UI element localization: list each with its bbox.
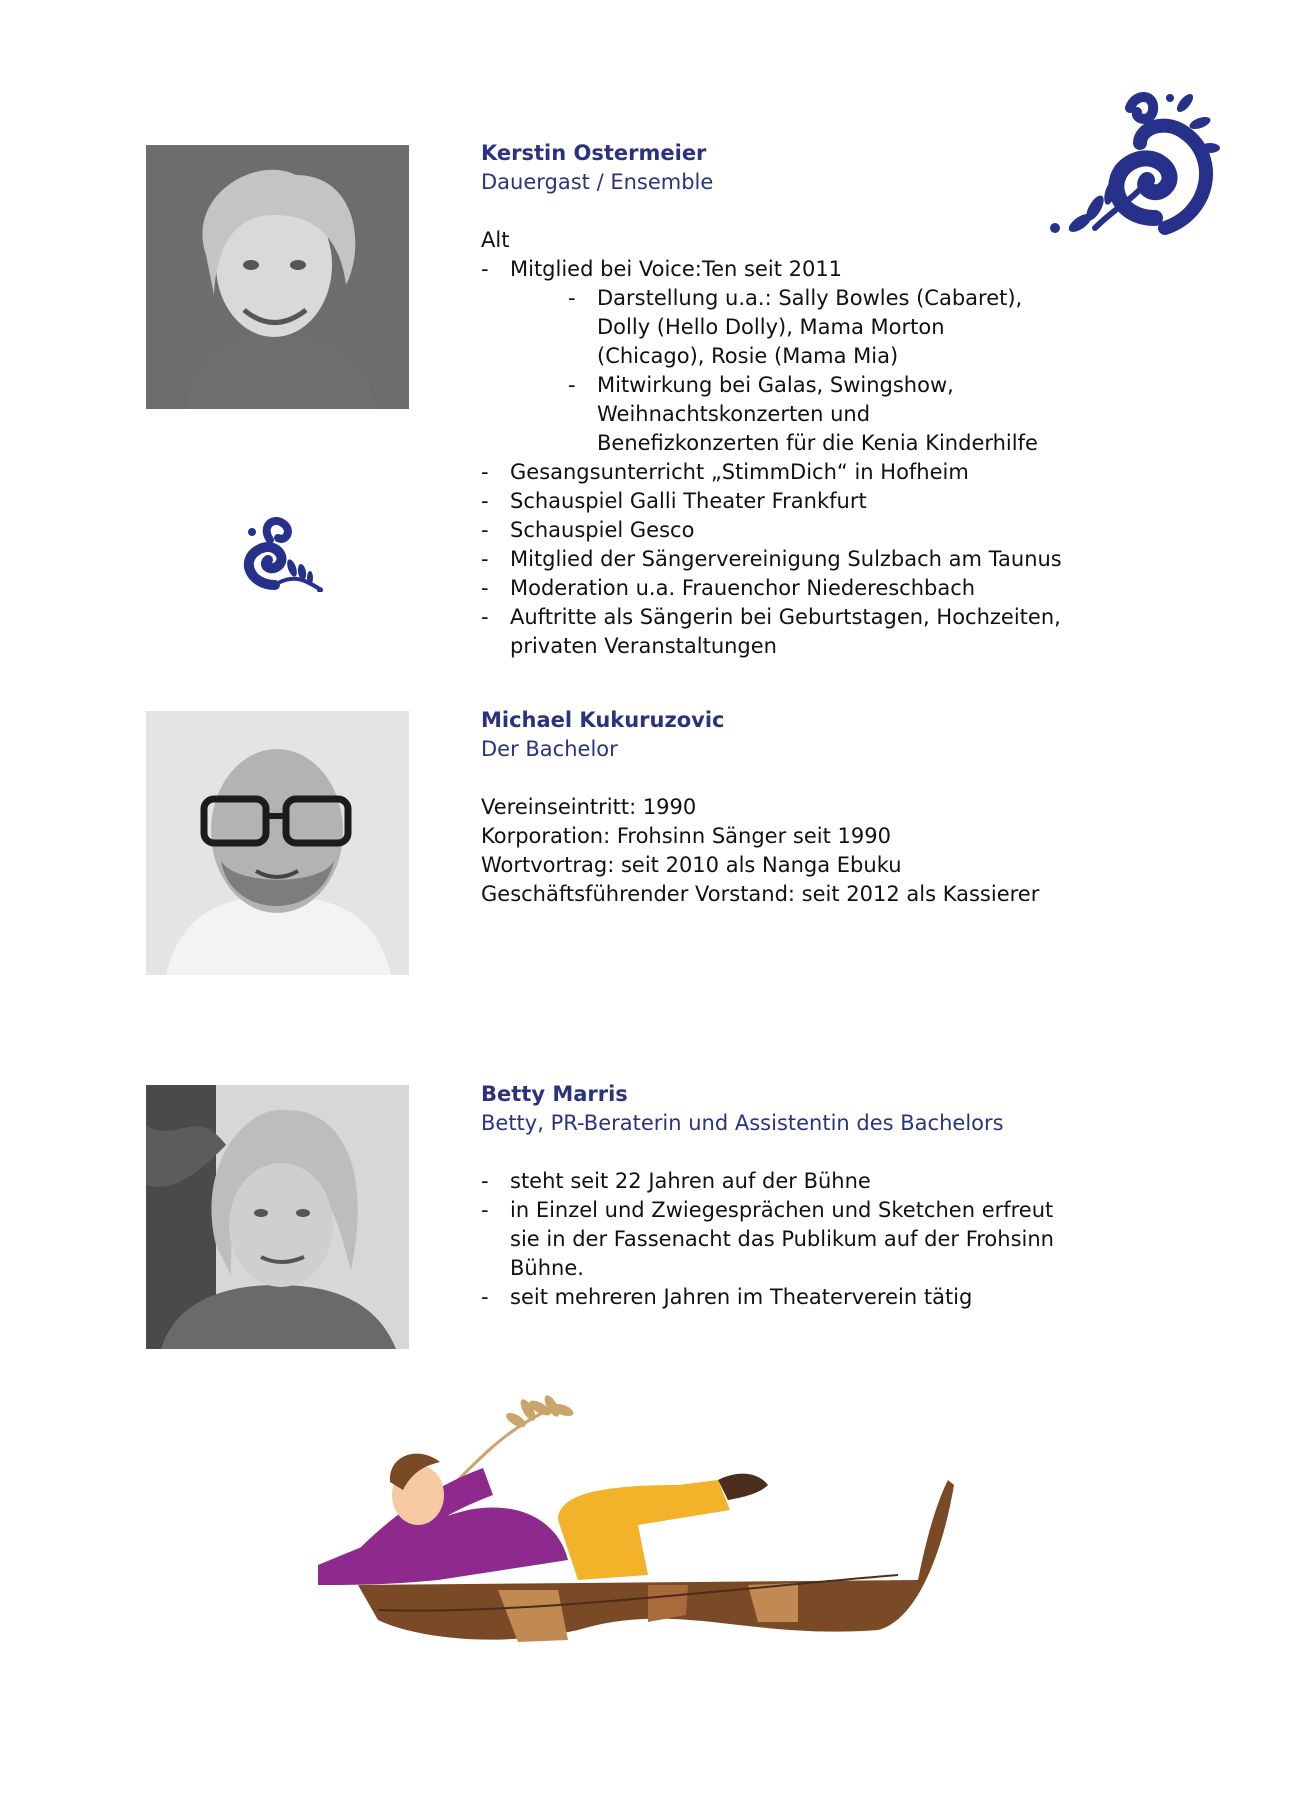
list-item: - Mitglied der Sängervereinigung Sulzbach am Taunus <box>481 545 1071 574</box>
voice-type: Alt <box>481 228 510 252</box>
bio-list <box>481 1167 1081 1312</box>
man-in-boat-illustration <box>318 1390 954 1655</box>
member-name: Michael Kukuruzovic <box>481 708 725 732</box>
list-item: - Mitwirkung bei Galas, Swingshow, Weihnachtskonzerten und Benefizkonzerten für die Kenia Kinderhilfe <box>568 371 1048 458</box>
list-item: - Darstellung u.a.: Sally Bowles (Cabaret), Dolly (Hello Dolly), Mama Morton (Chicago), Rosie (Mama Mia) <box>568 284 1048 371</box>
member-block-michael <box>481 706 1101 909</box>
portrait-michael-kukuruzovic <box>146 711 409 975</box>
portrait-kerstin-ostermeier <box>146 145 409 409</box>
portrait-betty-marris <box>146 1085 409 1349</box>
bio-line: Korporation: Frohsinn Sänger seit 1990 <box>481 824 891 848</box>
list-item: - Schauspiel Gesco <box>481 516 1071 545</box>
member-name: Kerstin Ostermeier <box>481 141 707 165</box>
bio-line: Vereinseintritt: 1990 <box>481 795 697 819</box>
list-item: - Auftritte als Sängerin bei Geburtstagen, Hochzeiten, privaten Veranstaltungen <box>481 603 1071 661</box>
bio-list <box>481 458 1071 661</box>
member-role: Der Bachelor <box>481 737 618 761</box>
list-item: - in Einzel und Zwiegesprächen und Sketchen erfreut sie in der Fassenacht das Publikum auf der Frohsinn Bühne. <box>481 1196 1081 1283</box>
list-item: - Schauspiel Galli Theater Frankfurt <box>481 487 1071 516</box>
ornament-swirl-small-icon <box>230 510 325 592</box>
list-item: - Mitglied bei Voice:Ten seit 2011 <box>481 255 1101 284</box>
member-block-kerstin <box>481 139 1101 661</box>
list-item: - steht seit 22 Jahren auf der Bühne <box>481 1167 1081 1196</box>
list-item: - seit mehreren Jahren im Theaterverein tätig <box>481 1283 1081 1312</box>
member-name: Betty Marris <box>481 1082 628 1106</box>
member-role: Betty, PR-Beraterin und Assistentin des Bachelors <box>481 1111 1004 1135</box>
list-item: - Moderation u.a. Frauenchor Niedereschbach <box>481 574 1071 603</box>
bio-line: Geschäftsführender Vorstand: seit 2012 als Kassierer <box>481 882 1040 906</box>
bio-line: Wortvortrag: seit 2010 als Nanga Ebuku <box>481 853 902 877</box>
bio-list <box>481 255 1101 284</box>
member-role: Dauergast / Ensemble <box>481 170 714 194</box>
list-item: - Gesangsunterricht „StimmDich“ in Hofheim <box>481 458 1071 487</box>
member-block-betty <box>481 1080 1101 1312</box>
bio-sublist <box>568 284 1048 458</box>
